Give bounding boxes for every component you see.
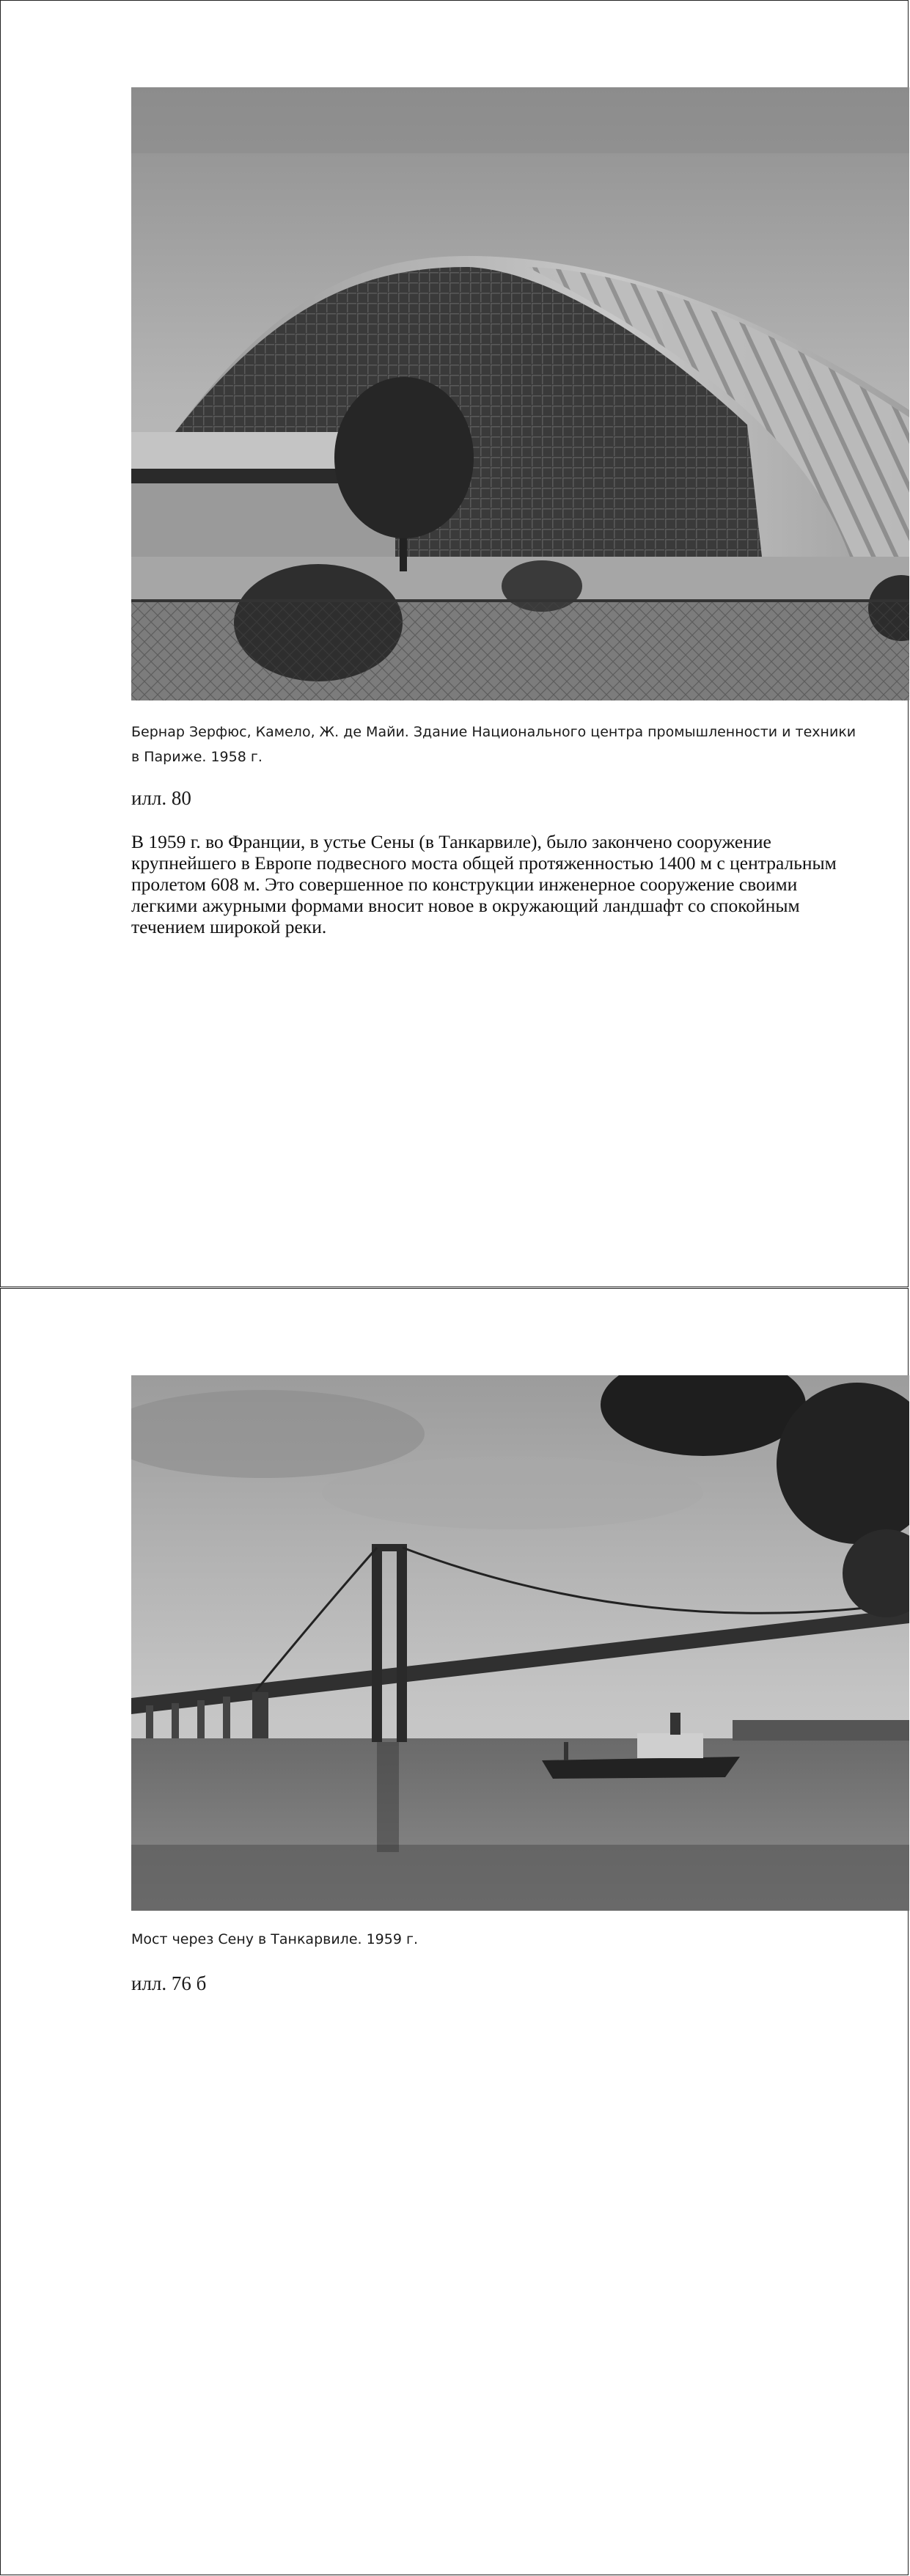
body-line: крупнейшего в Европе подвесного моста общей протяженностью 1400 м с центральным xyxy=(131,852,837,874)
photo-caption: Бернар Зерфюс, Камело, Ж. де Майи. Здание Национального центра промышленности и техники в Париже. 1958 г. xyxy=(131,724,856,765)
cnit-building-photo xyxy=(131,87,909,700)
illustration-reference: илл. 80 xyxy=(131,787,191,809)
tancarville-bridge-photo xyxy=(131,1375,909,1911)
body-paragraph xyxy=(131,831,865,937)
body-line: течением широкой реки. xyxy=(131,916,327,937)
document-page-1 xyxy=(0,0,909,1287)
body-line: пролетом 608 м. Это совершенное по конструкции инженерное сооружение своими xyxy=(131,874,798,895)
illustration-reference: илл. 76 б xyxy=(131,1972,207,1994)
body-line: В 1959 г. во Франции, в устье Сены (в Танкарвиле), было закончено сооружение xyxy=(131,831,771,852)
photo-caption: Мост через Сену в Танкарвиле. 1959 г. xyxy=(131,1931,419,1947)
body-line: легкими ажурными формами вносит новое в окружающий ландшафт со спокойным xyxy=(131,895,800,916)
document-page-2 xyxy=(0,1288,909,2575)
